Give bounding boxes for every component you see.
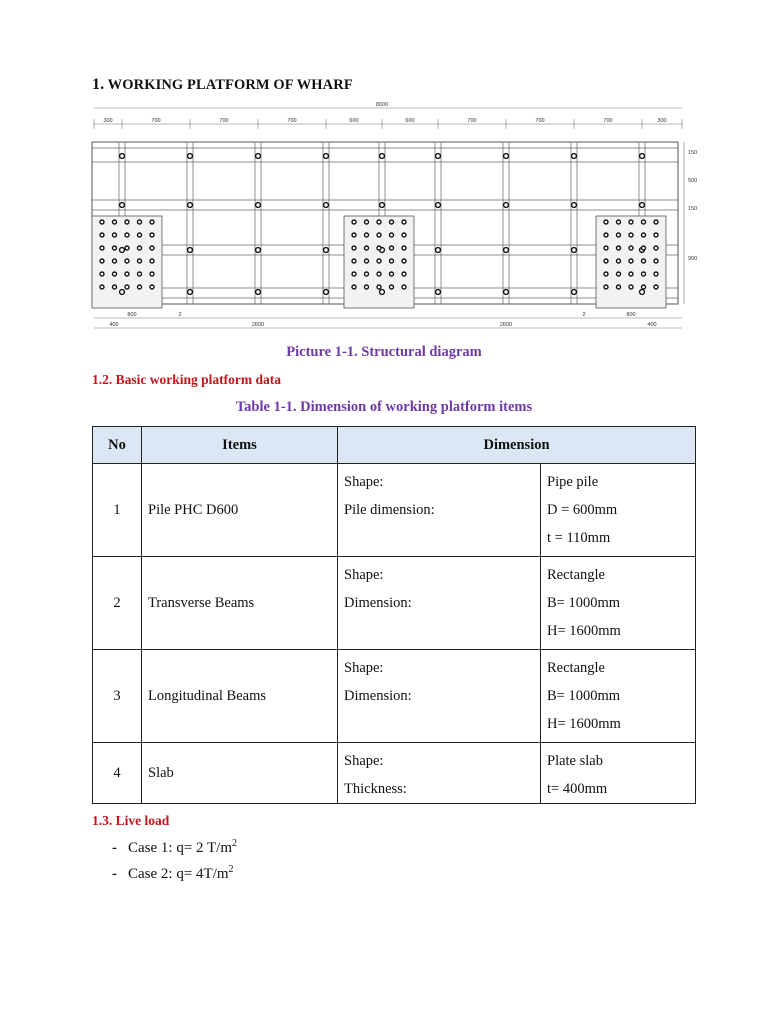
dim-bottom-1a: 800 — [127, 312, 137, 318]
picture-caption: Picture 1-1. Structural diagram — [286, 344, 482, 360]
pile-marker — [617, 233, 621, 237]
pile-marker — [138, 259, 142, 263]
pile-marker — [390, 259, 394, 263]
dim-overall: 8000 — [375, 102, 389, 108]
pile-marker — [629, 233, 633, 237]
pile-marker — [604, 272, 608, 276]
pile-marker — [100, 233, 104, 237]
dim-label: Shape: — [344, 753, 384, 769]
pile-marker — [256, 154, 261, 159]
row-no: 2 — [93, 557, 142, 650]
pile-marker — [572, 203, 577, 208]
superscript: 2 — [232, 838, 238, 849]
dim-value: Pipe pile — [547, 474, 599, 490]
pile-marker — [390, 285, 394, 289]
pile-marker — [402, 220, 406, 224]
pile-marker — [402, 233, 406, 237]
pile-marker — [150, 233, 154, 237]
dim-bottom-1d: 800 — [626, 312, 636, 318]
table-row — [93, 743, 696, 804]
top-dim-label: 700 — [603, 118, 613, 124]
dim-bottom-1c: 2 — [582, 312, 586, 318]
section-number: 1. — [92, 76, 105, 93]
pile-marker — [352, 220, 356, 224]
header-no: No — [93, 427, 142, 464]
dim-label: Pile dimension: — [344, 502, 435, 518]
dim-bottom-2d: 400 — [647, 322, 657, 328]
pile-marker — [377, 259, 381, 263]
pile-marker — [138, 272, 142, 276]
live-load-text: Case 1: q= 2 T/m — [128, 840, 233, 856]
pile-marker — [256, 290, 261, 295]
pile-marker — [188, 248, 193, 253]
pile-marker — [138, 285, 142, 289]
pile-marker — [572, 290, 577, 295]
pile-marker — [654, 246, 658, 250]
pile-marker — [365, 233, 369, 237]
live-load-text: Case 2: q= 4T/m — [128, 866, 229, 882]
pile-marker — [380, 290, 385, 295]
pile-marker — [324, 248, 329, 253]
pile-marker — [604, 259, 608, 263]
pile-marker — [113, 259, 117, 263]
pile-marker — [150, 259, 154, 263]
pile-marker — [390, 272, 394, 276]
pile-marker — [365, 259, 369, 263]
pile-marker — [402, 259, 406, 263]
pile-marker — [113, 272, 117, 276]
dim-value: t = 110mm — [547, 530, 611, 546]
pile-marker — [436, 248, 441, 253]
pile-marker — [150, 272, 154, 276]
pile-marker — [640, 203, 645, 208]
pile-marker — [256, 203, 261, 208]
dim-value: t= 400mm — [547, 781, 608, 797]
pile-marker — [188, 290, 193, 295]
dim-label: Shape: — [344, 660, 384, 676]
dim-label: Shape: — [344, 567, 384, 583]
pile-marker — [377, 220, 381, 224]
pile-marker — [125, 233, 129, 237]
row-item: Transverse Beams — [142, 557, 338, 650]
pile-marker — [402, 285, 406, 289]
pile-marker — [436, 154, 441, 159]
pile-marker — [654, 259, 658, 263]
pile-marker — [100, 220, 104, 224]
row-no: 1 — [93, 464, 142, 557]
top-dim-label: 700 — [535, 118, 545, 124]
section-heading-1-2: 1.2. Basic working platform data — [92, 372, 281, 387]
dim-value: H= 1600mm — [547, 716, 621, 732]
dim-label: Shape: — [344, 474, 384, 490]
table-row — [93, 557, 696, 650]
dim-bottom-2a: 400 — [109, 322, 119, 328]
dim-right-3: 150 — [688, 206, 698, 212]
pile-marker — [642, 233, 646, 237]
table-caption: Table 1-1. Dimension of working platform items — [235, 399, 533, 415]
top-dim-label: 600 — [405, 118, 415, 124]
section-title: WORKING PLATFORM OF WHARF — [107, 77, 353, 93]
dim-label: Thickness: — [344, 781, 407, 797]
pile-marker — [352, 259, 356, 263]
pile-marker — [377, 272, 381, 276]
pile-marker — [654, 220, 658, 224]
dimension-table — [92, 426, 696, 804]
dim-value: B= 1000mm — [547, 595, 621, 611]
pile-marker — [138, 233, 142, 237]
pile-marker — [640, 290, 645, 295]
pile-marker — [113, 233, 117, 237]
pile-marker — [436, 290, 441, 295]
pile-marker — [642, 259, 646, 263]
pile-marker — [654, 285, 658, 289]
table-header-row — [93, 427, 696, 464]
pile-marker — [365, 272, 369, 276]
pile-marker — [138, 246, 142, 250]
pile-marker — [113, 246, 117, 250]
pile-marker — [436, 203, 441, 208]
pile-marker — [617, 246, 621, 250]
pile-marker — [604, 285, 608, 289]
pile-marker — [120, 290, 125, 295]
pile-marker — [100, 272, 104, 276]
pile-marker — [150, 285, 154, 289]
pile-marker — [642, 246, 646, 250]
pile-marker — [324, 203, 329, 208]
pile-marker — [617, 259, 621, 263]
section-heading-1-3: 1.3. Live load — [92, 813, 170, 828]
pile-marker — [390, 233, 394, 237]
pile-marker — [100, 285, 104, 289]
structural-diagram — [86, 100, 698, 336]
pile-marker — [256, 248, 261, 253]
pile-marker — [654, 272, 658, 276]
pile-marker — [640, 154, 645, 159]
pile-marker — [113, 285, 117, 289]
top-dim-label: 300 — [103, 118, 113, 124]
bullet: - — [112, 840, 117, 856]
pile-marker — [188, 154, 193, 159]
pile-marker — [377, 233, 381, 237]
header-dimension: Dimension — [338, 427, 696, 464]
top-dim-label: 300 — [657, 118, 667, 124]
pile-marker — [402, 272, 406, 276]
dim-bottom-2c: 2600 — [499, 322, 513, 328]
pile-marker — [324, 290, 329, 295]
dim-value: Rectangle — [547, 660, 605, 676]
pile-marker — [352, 233, 356, 237]
pile-marker — [504, 154, 509, 159]
row-no: 4 — [93, 743, 142, 804]
pile-marker — [188, 203, 193, 208]
pile-marker — [642, 272, 646, 276]
top-dim-label: 700 — [219, 118, 229, 124]
pile-marker — [380, 154, 385, 159]
pile-marker — [120, 203, 125, 208]
pile-marker — [100, 246, 104, 250]
pile-marker — [504, 290, 509, 295]
header-items: Items — [142, 427, 338, 464]
pile-marker — [572, 154, 577, 159]
pile-marker — [365, 246, 369, 250]
pile-marker — [629, 246, 633, 250]
top-dim-label: 700 — [151, 118, 161, 124]
dim-bottom-1b: 2 — [178, 312, 182, 318]
pile-marker — [629, 285, 633, 289]
table-row — [93, 464, 696, 557]
dim-right-1: 150 — [688, 150, 698, 156]
dim-label: Dimension: — [344, 595, 412, 611]
pile-marker — [138, 220, 142, 224]
pile-marker — [125, 285, 129, 289]
pile-marker — [150, 246, 154, 250]
bullet: - — [112, 866, 117, 882]
pile-marker — [365, 220, 369, 224]
dim-value: H= 1600mm — [547, 623, 621, 639]
table-row — [93, 650, 696, 743]
top-dim-label: 700 — [467, 118, 477, 124]
pile-marker — [380, 203, 385, 208]
pile-marker — [352, 285, 356, 289]
pile-marker — [617, 220, 621, 224]
row-no: 3 — [93, 650, 142, 743]
row-item: Pile PHC D600 — [142, 464, 338, 557]
pile-marker — [402, 246, 406, 250]
dim-value: D = 600mm — [547, 502, 618, 518]
pile-marker — [604, 246, 608, 250]
pile-marker — [120, 154, 125, 159]
top-dim-label: 600 — [349, 118, 359, 124]
pile-marker — [504, 203, 509, 208]
pile-marker — [629, 272, 633, 276]
pile-marker — [125, 259, 129, 263]
dim-value: B= 1000mm — [547, 688, 621, 704]
superscript: 2 — [228, 864, 234, 875]
pile-marker — [390, 246, 394, 250]
pile-marker — [642, 285, 646, 289]
pile-marker — [617, 272, 621, 276]
row-item: Slab — [142, 743, 338, 804]
dim-value: Rectangle — [547, 567, 605, 583]
pile-marker — [377, 285, 381, 289]
pile-marker — [629, 259, 633, 263]
pile-marker — [324, 154, 329, 159]
pile-marker — [617, 285, 621, 289]
pile-marker — [365, 285, 369, 289]
pile-marker — [504, 248, 509, 253]
pile-marker — [604, 220, 608, 224]
pile-marker — [390, 220, 394, 224]
pile-marker — [629, 220, 633, 224]
dim-label: Dimension: — [344, 688, 412, 704]
dim-value: Plate slab — [547, 753, 603, 769]
pile-marker — [572, 248, 577, 253]
pile-marker — [352, 272, 356, 276]
list-item — [112, 838, 237, 857]
pile-marker — [642, 220, 646, 224]
pile-marker — [150, 220, 154, 224]
dim-right-2: 500 — [688, 178, 698, 184]
pile-marker — [125, 246, 129, 250]
pile-marker — [654, 233, 658, 237]
pile-marker — [100, 259, 104, 263]
pile-marker — [113, 220, 117, 224]
dim-bottom-2b: 2600 — [251, 322, 265, 328]
pile-marker — [352, 246, 356, 250]
pile-marker — [125, 220, 129, 224]
pile-marker — [120, 248, 125, 253]
pile-marker — [604, 233, 608, 237]
dim-right-4: 900 — [688, 256, 698, 262]
row-item: Longitudinal Beams — [142, 650, 338, 743]
pile-marker — [377, 246, 381, 250]
list-item — [112, 864, 234, 883]
top-dim-label: 700 — [287, 118, 297, 124]
pile-marker — [125, 272, 129, 276]
section-heading-1 — [92, 76, 353, 94]
